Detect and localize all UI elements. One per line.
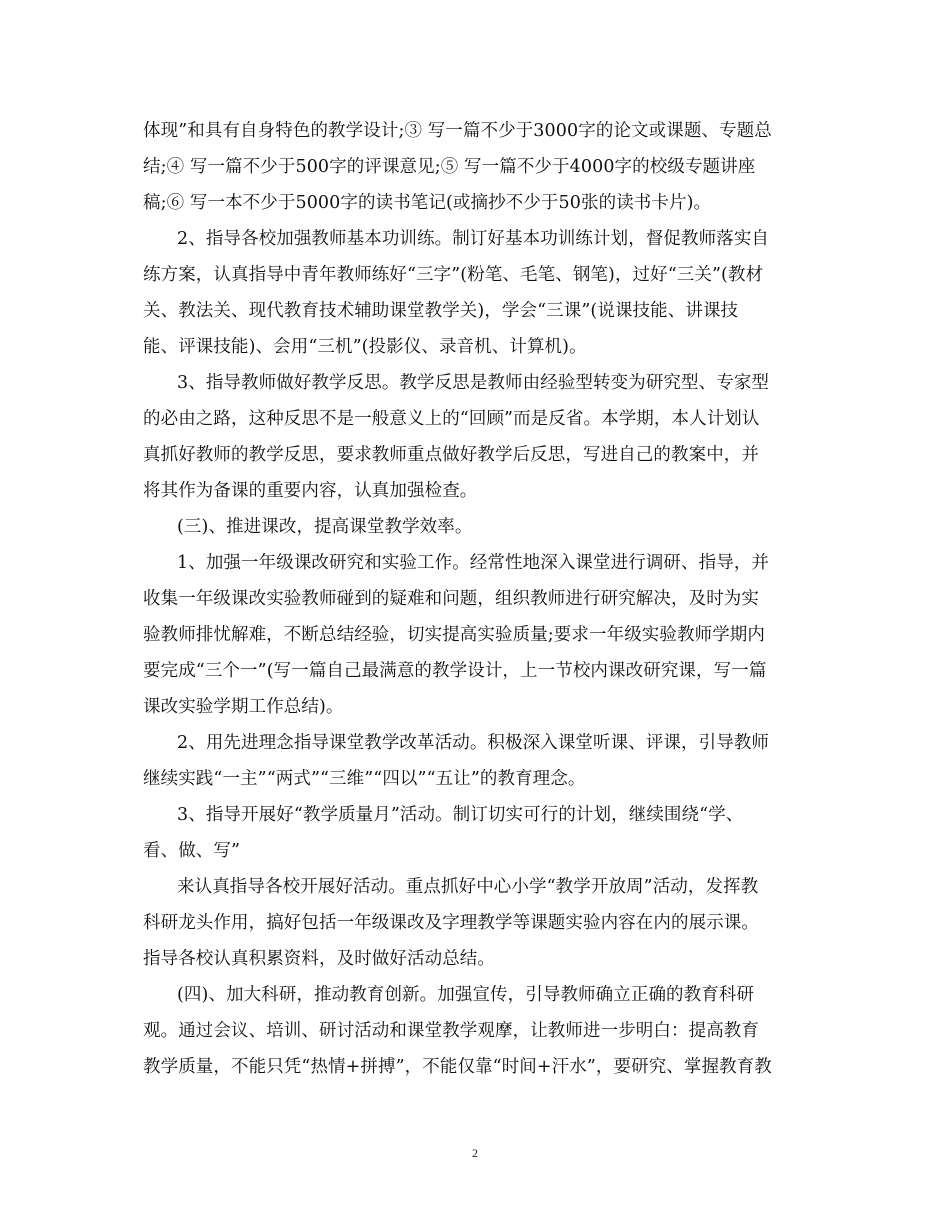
text-line: 收集一年级课改实验教师碰到的疑难和问题，组织教师进行研究解决，及时为实	[143, 589, 759, 609]
text-line: 要完成“三个一”(写一篇自己最满意的教学设计，上一节校内课改研究课，写一篇	[143, 661, 767, 681]
page-number: 2	[472, 1146, 478, 1160]
paragraph-start-line: 来认真指导各校开展好活动。重点抓好中心小学“教学开放周”活动，发挥教	[177, 877, 759, 897]
document-body	[143, 113, 809, 1085]
text-line: 指导各校认真积累资料，及时做好活动总结。	[143, 949, 495, 969]
section-heading: (四)、加大科研，推动教育创新。加强宣传，引导教师确立正确的教育科研	[177, 985, 755, 1005]
text-line: 关、教法关、现代教育技术辅助课堂教学关)，学会“三课”(说课技能、讲课技	[143, 301, 739, 321]
paragraph-start-line: 3、指导开展好“教学质量月”活动。制订切实可行的计划，继续围绕“学、	[177, 805, 744, 825]
section-heading: (三)、推进课改，提高课堂教学效率。	[177, 517, 473, 537]
text-line: 科研龙头作用，搞好包括一年级课改及字理教学等课题实验内容在内的展示课。	[143, 913, 759, 933]
paragraph-start-line: 2、指导各校加强教师基本功训练。制订好基本功训练计划，督促教师落实自	[177, 229, 770, 249]
text-line: 课改实验学期工作总结)。	[143, 697, 344, 717]
text-line: 教学质量，不能只凭“热情+拼搏”，不能仅靠“时间+汗水”，要研究、掌握教育教	[143, 1057, 772, 1077]
paragraph-start-line: 2、用先进理念指导课堂教学改革活动。积极深入课堂听课、评课，引导教师	[177, 733, 770, 753]
text-line: 看、做、写”	[143, 841, 241, 861]
text-line: 观。通过会议、培训、研讨活动和课堂教学观摩，让教师进一步明白：提高教育	[143, 1021, 759, 1041]
text-line: 结;④ 写一篇不少于500字的评课意见;⑤ 写一篇不少于4000字的校级专题讲座	[143, 157, 756, 177]
text-line: 验教师排忧解难，不断总结经验，切实提高实验质量;要求一年级实验教师学期内	[143, 625, 765, 645]
text-line: 的必由之路，这种反思不是一般意义上的“回顾”而是反省。本学期，本人计划认	[143, 409, 760, 429]
text-line: 练方案，认真指导中青年教师练好“三字”(粉笔、毛笔、钢笔)，过好“三关”(教材	[143, 265, 764, 285]
text-line: 真抓好教师的教学反思，要求教师重点做好教学后反思，写进自己的教案中，并	[143, 445, 759, 465]
paragraph-start-line: 3、指导教师做好教学反思。教学反思是教师由经验型转变为研究型、专家型	[177, 373, 770, 393]
text-line: 体现”和具有自身特色的教学设计;③ 写一篇不少于3000字的论文或课题、专题总	[143, 121, 772, 141]
text-line: 将其作为备课的重要内容，认真加强检查。	[143, 481, 478, 501]
text-line: 能、评课技能)、会用“三机”(投影仪、录音机、计算机)。	[143, 337, 587, 357]
text-line: 继续实践“一主”“两式”“三维”“四以”“五让”的教育理念。	[143, 769, 586, 789]
text-line: 稿;⑥ 写一本不少于5000字的读书笔记(或摘抄不少于50张的读书卡片)。	[143, 193, 712, 213]
paragraph-start-line: 1、加强一年级课改研究和实验工作。经常性地深入课堂进行调研、指导，并	[177, 553, 770, 573]
